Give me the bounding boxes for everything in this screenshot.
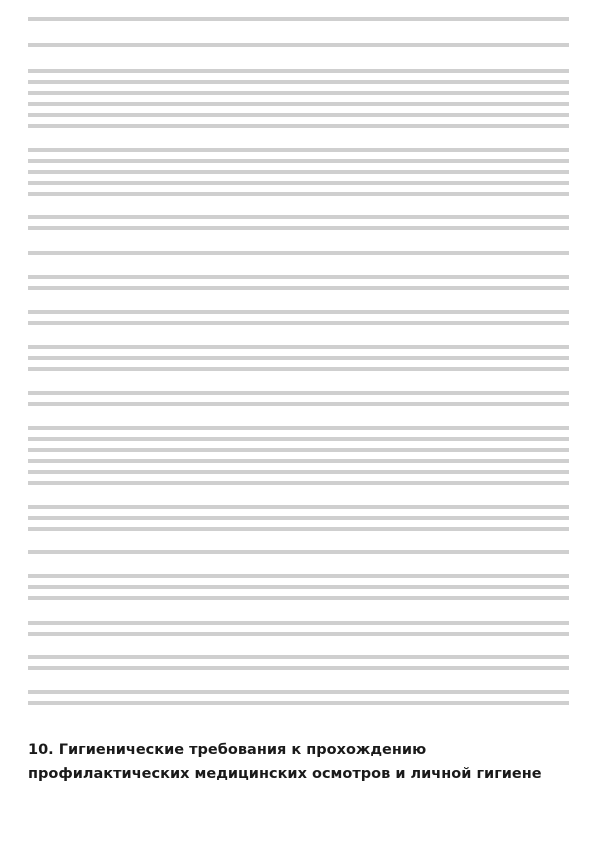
- paragraph-5: [28, 212, 569, 234]
- paragraph-8: [28, 307, 569, 329]
- paragraph-7: [28, 272, 569, 294]
- paragraph-17: [28, 687, 569, 709]
- paragraph-4: [28, 145, 569, 200]
- paragraph-10: [28, 388, 569, 410]
- section-heading: 10. Гигиенические требования к прохождению профилактических медицинских осмотров и личной гигиене: [28, 742, 542, 782]
- paragraph-2: [28, 40, 569, 51]
- paragraph-15: [28, 618, 569, 640]
- paragraph-3: [28, 66, 569, 132]
- paragraph-16: [28, 652, 569, 674]
- paragraph-9: [28, 342, 569, 375]
- paragraph-13: [28, 547, 569, 558]
- paragraph-11: [28, 423, 569, 489]
- paragraph-1: [28, 14, 569, 25]
- paragraph-6: [28, 248, 569, 259]
- paragraph-12: [28, 502, 569, 535]
- paragraph-14: [28, 571, 569, 604]
